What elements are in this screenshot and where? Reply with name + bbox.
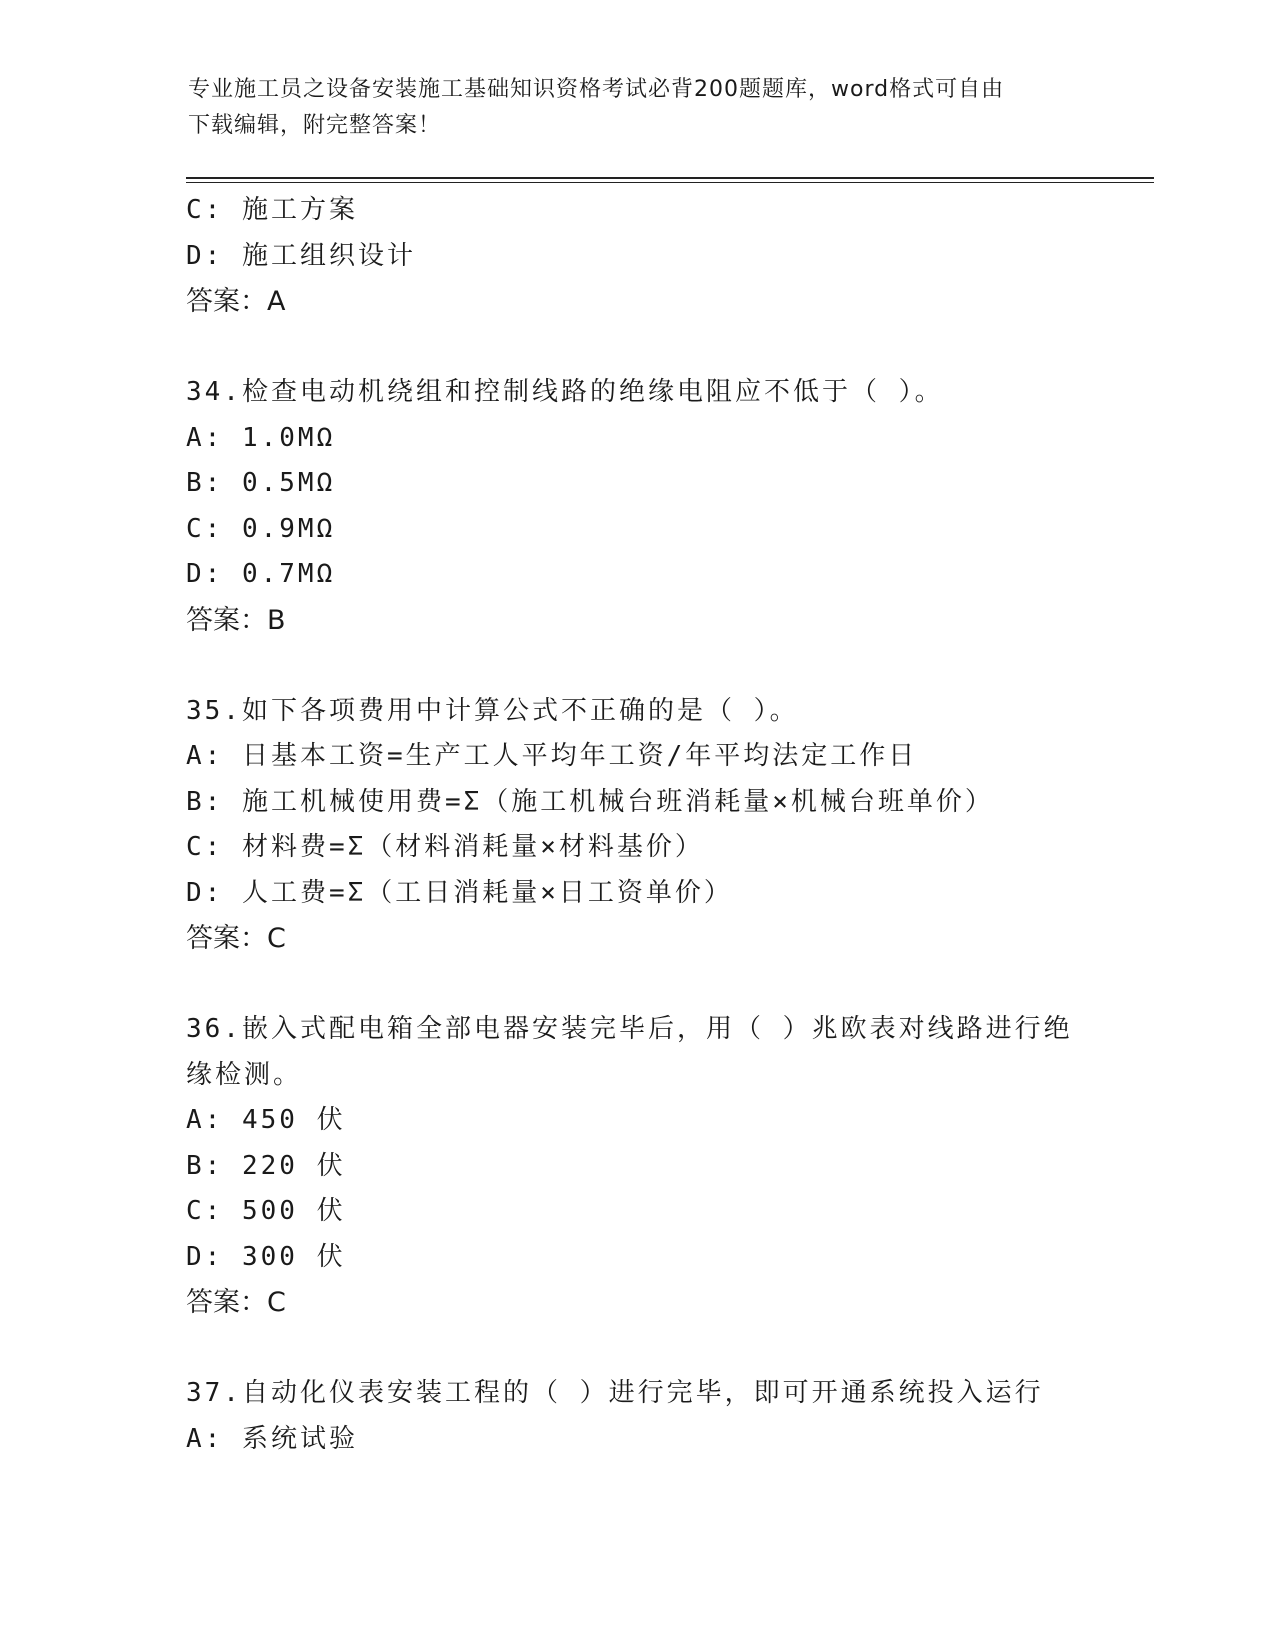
header-line-2: 下载编辑，附完整答案！ <box>188 113 442 138</box>
question-text-line-1: 36.嵌入式配电箱全部电器安装完毕后，用（ ）兆欧表对线路进行绝 <box>186 1014 1073 1044</box>
option-c: C: 0.9MΩ <box>186 513 336 544</box>
prev-answer: 答案：A <box>186 286 286 317</box>
spacer <box>186 325 1086 371</box>
option-c: C: 材料费=Σ（材料消耗量×材料基价） <box>186 832 704 862</box>
option-a: A: 系统试验 <box>186 1423 358 1454</box>
question-content <box>186 188 1086 1462</box>
prev-option-c: C: 施工方案 <box>186 195 358 225</box>
question-text: 34.检查电动机绕组和控制线路的绝缘电阻应不低于（ ）。 <box>186 377 944 407</box>
answer: 答案：B <box>186 604 286 636</box>
question-37 <box>186 1371 1086 1462</box>
question-text: 35.如下各项费用中计算公式不正确的是（ ）。 <box>186 695 799 726</box>
header-divider-thick <box>186 177 1154 179</box>
option-a: A: 1.0MΩ <box>186 422 336 453</box>
spacer <box>186 1326 1086 1372</box>
option-b: B: 220 伏 <box>186 1150 346 1181</box>
option-d: D: 0.7MΩ <box>186 559 336 589</box>
question-text: 37.自动化仪表安装工程的（ ）进行完毕，即可开通系统投入运行 <box>186 1378 1044 1408</box>
option-a: A: 日基本工资=生产工人平均年工资/年平均法定工作日 <box>186 741 918 771</box>
document-header <box>188 72 1088 144</box>
answer: 答案：C <box>186 923 286 954</box>
header-divider-thin <box>186 182 1154 183</box>
spacer <box>186 962 1086 1008</box>
question-35 <box>186 689 1086 962</box>
option-b: B: 0.5MΩ <box>186 468 336 498</box>
spacer <box>186 643 1086 689</box>
option-a: A: 450 伏 <box>186 1105 346 1135</box>
option-c: C: 500 伏 <box>186 1196 346 1226</box>
option-d: D: 300 伏 <box>186 1241 346 1272</box>
prev-option-d: D: 施工组织设计 <box>186 240 416 271</box>
header-line-1: 专业施工员之设备安装施工基础知识资格考试必背200题题库，word格式可自由 <box>188 77 1005 102</box>
question-text-line-2: 缘检测。 <box>186 1059 303 1090</box>
question-34 <box>186 370 1086 643</box>
question-36 <box>186 1007 1086 1326</box>
option-b: B: 施工机械使用费=Σ（施工机械台班消耗量×机械台班单价） <box>186 786 994 817</box>
answer: 答案：C <box>186 1287 286 1318</box>
option-d: D: 人工费=Σ（工日消耗量×日工资单价） <box>186 877 733 908</box>
